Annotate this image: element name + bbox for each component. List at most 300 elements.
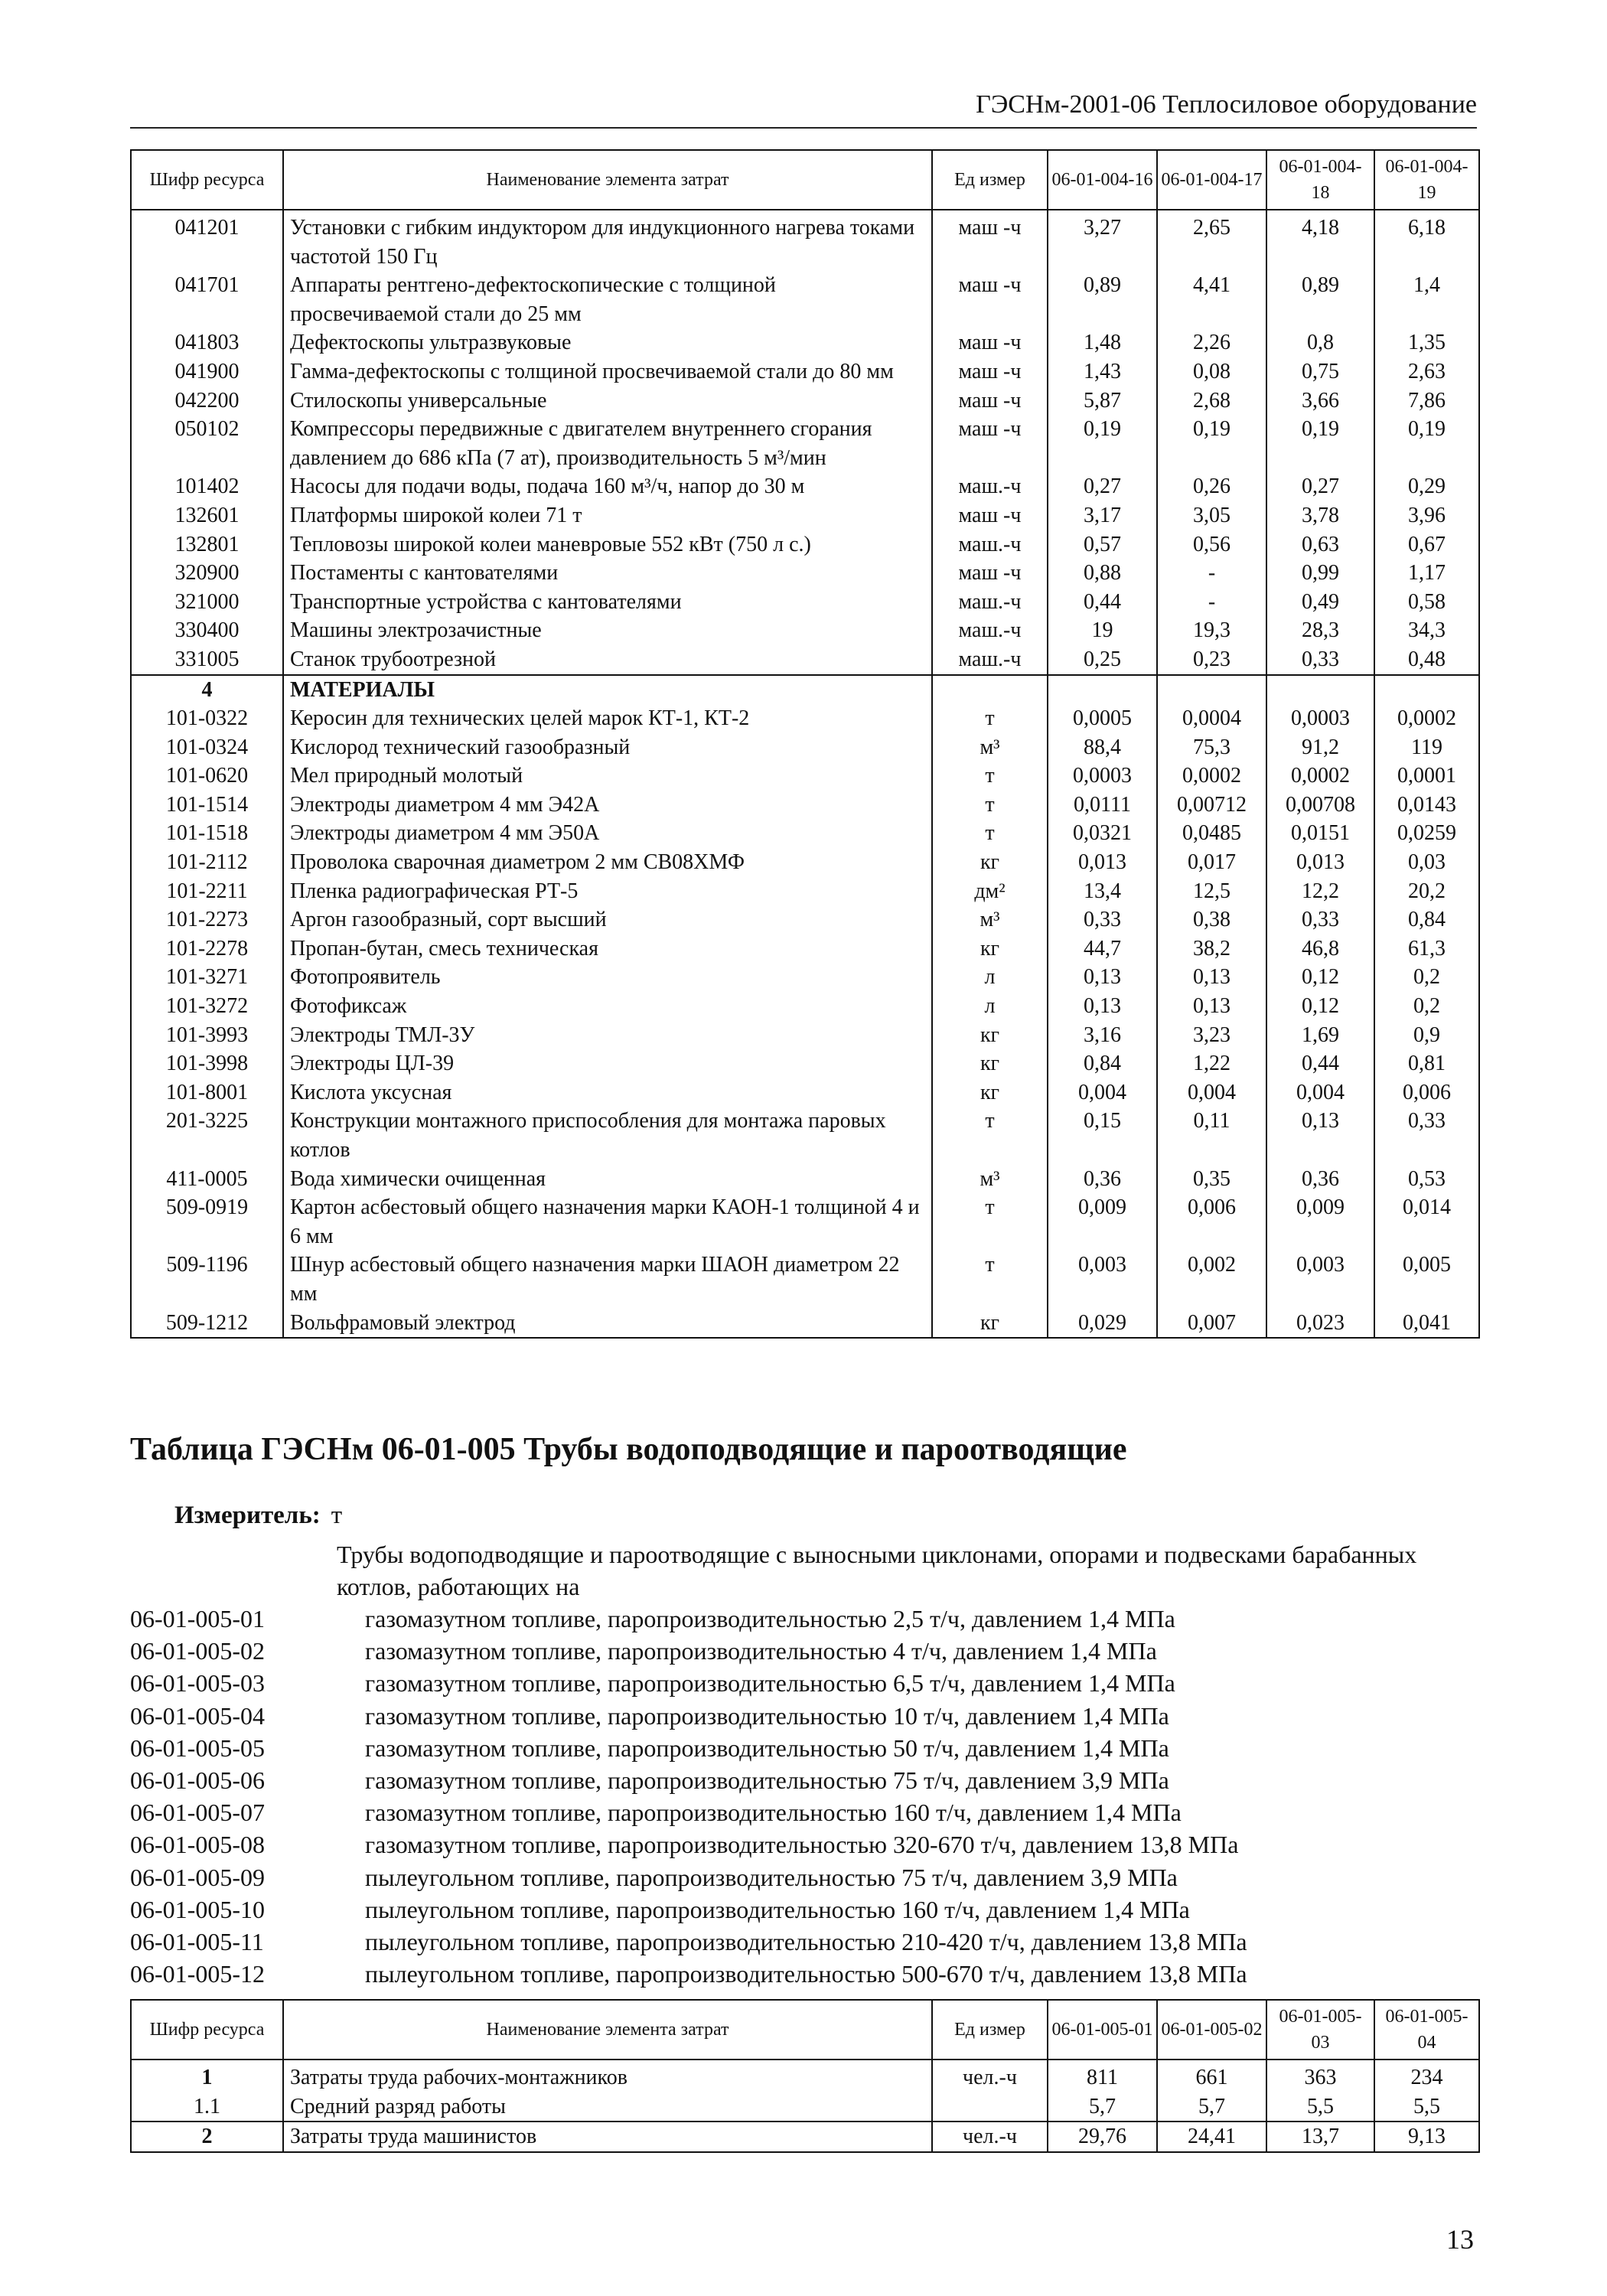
unit: маш -ч [932, 501, 1048, 530]
unit: маш -ч [932, 415, 1048, 472]
norm-code: 06-01-005-09 [130, 1863, 265, 1891]
value-cell: 20,2 [1374, 877, 1479, 906]
resource-code: 101-8001 [131, 1078, 283, 1107]
norm-description: газомазутном топливе, паропроизводительностью 6,5 т/ч, давлением 1,4 МПа [365, 1669, 1175, 1698]
unit: маш -ч [932, 328, 1048, 357]
unit: маш -ч [932, 210, 1048, 271]
unit: т [932, 704, 1048, 733]
table-row [131, 1078, 1479, 1107]
value-cell: 0,00708 [1266, 791, 1374, 820]
resource-name: Транспортные устройства с кантователями [283, 588, 932, 617]
value-cell: 0,75 [1266, 357, 1374, 386]
unit: кг [932, 848, 1048, 877]
value-cell: 12,5 [1157, 877, 1266, 906]
value-cell: 1,17 [1374, 559, 1479, 588]
unit: маш -ч [932, 271, 1048, 328]
table-row [131, 2122, 1479, 2152]
resource-name: Электроды ТМЛ-3У [283, 1021, 932, 1050]
value-cell [1157, 675, 1266, 705]
norm-code: 06-01-005-03 [130, 1669, 265, 1698]
value-cell: 0,33 [1266, 645, 1374, 675]
value-cell: 0,84 [1374, 905, 1479, 934]
unit: маш -ч [932, 559, 1048, 588]
resource-code: 509-1212 [131, 1309, 283, 1339]
resource-code: 041201 [131, 210, 283, 271]
resource-code: 101-3993 [131, 1021, 283, 1050]
value-cell: 0,03 [1374, 848, 1479, 877]
value-cell: 0,009 [1266, 1193, 1374, 1251]
unit: л [932, 963, 1048, 992]
value-cell: 0,19 [1266, 415, 1374, 472]
norm-code: 06-01-005-01 [130, 1605, 265, 1632]
value-cell: 7,86 [1374, 386, 1479, 416]
table-row [131, 415, 1479, 472]
resource-name: Тепловозы широкой колеи маневровые 552 кВт (750 л с.) [283, 530, 932, 559]
resource-code: 1.1 [131, 2092, 283, 2122]
value-cell: 19,3 [1157, 616, 1266, 645]
header-name: Наименование элемента затрат [283, 150, 932, 210]
norm-code: 06-01-005-07 [130, 1799, 265, 1827]
table-row [131, 1309, 1479, 1339]
resource-code: 041900 [131, 357, 283, 386]
value-cell: 0,23 [1157, 645, 1266, 675]
unit: м³ [932, 905, 1048, 934]
value-cell: 91,2 [1266, 733, 1374, 762]
resource-name: Компрессоры передвижные с двигателем внутреннего сгорания давлением до 686 кПа (7 ат), производительность 5 м³/мин [283, 415, 932, 472]
value-cell: 0,35 [1157, 1165, 1266, 1194]
resource-name: Средний разряд работы [283, 2092, 932, 2122]
value-cell: 0,0003 [1048, 762, 1157, 791]
value-cell: 0,029 [1048, 1309, 1157, 1339]
resource-code: 320900 [131, 559, 283, 588]
value-cell [1048, 675, 1157, 705]
resource-code: 041803 [131, 328, 283, 357]
unit: т [932, 1107, 1048, 1164]
resource-code: 101-0322 [131, 704, 283, 733]
value-cell: 0,89 [1048, 271, 1157, 328]
unit: т [932, 791, 1048, 820]
header-col: 06-01-004-16 [1048, 150, 1157, 210]
unit: т [932, 762, 1048, 791]
table-header-row [131, 2000, 1479, 2060]
norm-code: 06-01-005-11 [130, 1928, 264, 1956]
table-row [131, 704, 1479, 733]
resource-code: 101-0324 [131, 733, 283, 762]
norm-description: пылеугольном топливе, паропроизводительностью 210-420 т/ч, давлением 13,8 МПа [365, 1928, 1247, 1956]
norm-code: 06-01-005-06 [130, 1766, 265, 1795]
unit: кг [932, 1078, 1048, 1107]
value-cell: 0,56 [1157, 530, 1266, 559]
value-cell: 75,3 [1157, 733, 1266, 762]
resource-code: 042200 [131, 386, 283, 416]
value-cell: 0,12 [1266, 992, 1374, 1021]
value-cell: 0,0002 [1374, 704, 1479, 733]
value-cell: 0,023 [1266, 1309, 1374, 1339]
value-cell: 0,0111 [1048, 791, 1157, 820]
table-row [131, 501, 1479, 530]
resource-name: Установки с гибким индуктором для индукционного нагрева токами частотой 150 Гц [283, 210, 932, 271]
value-cell: 0,19 [1374, 415, 1479, 472]
value-cell: 0,003 [1266, 1251, 1374, 1308]
header-code: Шифр ресурса [131, 2000, 283, 2060]
value-cell: 1,22 [1157, 1049, 1266, 1078]
value-cell: 0,004 [1048, 1078, 1157, 1107]
unit: маш -ч [932, 386, 1048, 416]
norm-description: пылеугольном топливе, паропроизводительностью 500-670 т/ч, давлением 13,8 МПа [365, 1960, 1247, 1988]
value-cell: 1,4 [1374, 271, 1479, 328]
resource-code: 1 [131, 2060, 283, 2092]
value-cell: 28,3 [1266, 616, 1374, 645]
value-cell: 0,99 [1266, 559, 1374, 588]
value-cell: - [1157, 559, 1266, 588]
norm-code-list [130, 1603, 1247, 1990]
resource-name: Фотофиксаж [283, 992, 932, 1021]
table-row [131, 1049, 1479, 1078]
value-cell: 46,8 [1266, 934, 1374, 964]
measure-label: Измеритель: [174, 1502, 321, 1529]
value-cell: 0,0002 [1266, 762, 1374, 791]
value-cell: 2,26 [1157, 328, 1266, 357]
table-row [131, 645, 1479, 675]
value-cell: 2,63 [1374, 357, 1479, 386]
norm-item [130, 1667, 1247, 1699]
table-row [131, 791, 1479, 820]
norm-description: газомазутном топливе, паропроизводительностью 160 т/ч, давлением 1,4 МПа [365, 1799, 1182, 1827]
resource-name: Электроды ЦЛ-39 [283, 1049, 932, 1078]
value-cell: 13,4 [1048, 877, 1157, 906]
value-cell: 0,003 [1048, 1251, 1157, 1308]
norm-item [130, 1861, 1247, 1893]
value-cell: - [1157, 588, 1266, 617]
value-cell: 24,41 [1157, 2122, 1266, 2152]
value-cell: 0,88 [1048, 559, 1157, 588]
value-cell: 12,2 [1266, 877, 1374, 906]
value-cell: 38,2 [1157, 934, 1266, 964]
value-cell: 0,89 [1266, 271, 1374, 328]
table-row [131, 848, 1479, 877]
unit: т [932, 1193, 1048, 1251]
table-row [131, 733, 1479, 762]
value-cell: 1,69 [1266, 1021, 1374, 1050]
resource-name: Платформы широкой колеи 71 т [283, 501, 932, 530]
value-cell: 811 [1048, 2060, 1157, 2092]
value-cell: 0,12 [1266, 963, 1374, 992]
norm-description: пылеугольном топливе, паропроизводительностью 75 т/ч, давлением 3,9 МПа [365, 1863, 1178, 1891]
table-row [131, 2060, 1479, 2092]
value-cell: 0,11 [1157, 1107, 1266, 1164]
value-cell: 5,5 [1374, 2092, 1479, 2122]
value-cell: 0,38 [1157, 905, 1266, 934]
resource-name: Гамма-дефектоскопы с толщиной просвечиваемой стали до 80 мм [283, 357, 932, 386]
resource-name: Постаменты с кантователями [283, 559, 932, 588]
value-cell: 0,36 [1048, 1165, 1157, 1194]
resource-code: 101-1518 [131, 819, 283, 848]
value-cell: 3,16 [1048, 1021, 1157, 1050]
unit: м³ [932, 1165, 1048, 1194]
value-cell: 0,004 [1157, 1078, 1266, 1107]
value-cell: 2,68 [1157, 386, 1266, 416]
norm-description: газомазутном топливе, паропроизводительностью 50 т/ч, давлением 1,4 МПа [365, 1733, 1169, 1762]
norm-item [130, 1732, 1247, 1764]
value-cell: 0,08 [1157, 357, 1266, 386]
value-cell: 0,29 [1374, 472, 1479, 501]
unit: чел.-ч [932, 2060, 1048, 2092]
header-col: 06-01-005-01 [1048, 2000, 1157, 2060]
norm-code: 06-01-005-02 [130, 1637, 265, 1665]
value-cell: 363 [1266, 2060, 1374, 2092]
table-row [131, 1165, 1479, 1194]
resource-name: Машины электрозачистные [283, 616, 932, 645]
resource-code: 050102 [131, 415, 283, 472]
value-cell: 4,41 [1157, 271, 1266, 328]
value-cell: 0,15 [1048, 1107, 1157, 1164]
value-cell: 0,33 [1048, 905, 1157, 934]
value-cell: 3,23 [1157, 1021, 1266, 1050]
unit: т [932, 819, 1048, 848]
unit: м³ [932, 733, 1048, 762]
measure-value: т [331, 1502, 343, 1529]
resource-name: Аппараты рентгено-дефектоскопические с толщиной просвечиваемой стали до 25 мм [283, 271, 932, 328]
value-cell: 0,005 [1374, 1251, 1479, 1308]
resource-code: 101-2273 [131, 905, 283, 934]
norm-code: 06-01-005-05 [130, 1733, 265, 1762]
header-col: 06-01-005-04 [1374, 2000, 1479, 2060]
norm-code: 06-01-005-08 [130, 1831, 265, 1859]
value-cell: 0,0003 [1266, 704, 1374, 733]
unit: маш.-ч [932, 472, 1048, 501]
unit: кг [932, 934, 1048, 964]
resource-name: Мел природный молотый [283, 762, 932, 791]
resource-name: Затраты труда рабочих-монтажников [283, 2060, 932, 2092]
unit: кг [932, 1021, 1048, 1050]
unit: маш.-ч [932, 530, 1048, 559]
value-cell: 0,2 [1374, 963, 1479, 992]
norm-item [130, 1700, 1247, 1732]
value-cell: 0,002 [1157, 1251, 1266, 1308]
value-cell: 0,57 [1048, 530, 1157, 559]
value-cell: 3,78 [1266, 501, 1374, 530]
table-row [131, 2092, 1479, 2122]
value-cell: 0,19 [1157, 415, 1266, 472]
value-cell: 234 [1374, 2060, 1479, 2092]
resource-name: Дефектоскопы ультразвуковые [283, 328, 932, 357]
section-description: Трубы водоподводящие и пароотводящие с выносными циклонами, опорами и подвесками барабанных котлов, работающих на [337, 1541, 1417, 1600]
resource-name: Электроды диаметром 4 мм Э50А [283, 819, 932, 848]
resource-code: 101-0620 [131, 762, 283, 791]
value-cell: 0,13 [1157, 963, 1266, 992]
unit: маш.-ч [932, 588, 1048, 617]
table-row [131, 1107, 1479, 1164]
value-cell: 0,2 [1374, 992, 1479, 1021]
value-cell: 0,13 [1157, 992, 1266, 1021]
table-header-row [131, 150, 1479, 210]
norm-item [130, 1893, 1247, 1926]
resource-code: 101-3998 [131, 1049, 283, 1078]
value-cell: 0,041 [1374, 1309, 1479, 1339]
resource-code: 321000 [131, 588, 283, 617]
norm-item [130, 1828, 1247, 1861]
resource-name: Керосин для технических целей марок КТ-1, КТ-2 [283, 704, 932, 733]
resource-name: Пленка радиографическая РТ-5 [283, 877, 932, 906]
header-unit: Ед измер [932, 2000, 1048, 2060]
resource-name: Затраты труда машинистов [283, 2122, 932, 2152]
value-cell: 1,35 [1374, 328, 1479, 357]
resource-name: Вода химически очищенная [283, 1165, 932, 1194]
table-row [131, 819, 1479, 848]
measure [174, 1502, 342, 1530]
resource-code: 331005 [131, 645, 283, 675]
header-col: 06-01-005-02 [1157, 2000, 1266, 2060]
unit: чел.-ч [932, 2122, 1048, 2152]
value-cell: 0,13 [1048, 992, 1157, 1021]
table-row [131, 328, 1479, 357]
table-row [131, 386, 1479, 416]
resource-code: 4 [131, 675, 283, 705]
resource-name: Картон асбестовый общего назначения марки КАОН-1 толщиной 4 и 6 мм [283, 1193, 932, 1251]
value-cell: 61,3 [1374, 934, 1479, 964]
value-cell: 13,7 [1266, 2122, 1374, 2152]
value-cell: 3,05 [1157, 501, 1266, 530]
value-cell: 0,8 [1266, 328, 1374, 357]
resource-name: Электроды диаметром 4 мм Э42А [283, 791, 932, 820]
table-row [131, 472, 1479, 501]
value-cell: 0,0002 [1157, 762, 1266, 791]
table-row [131, 905, 1479, 934]
norm-code: 06-01-005-04 [130, 1701, 265, 1730]
resource-name: Пропан-бутан, смесь техническая [283, 934, 932, 964]
norm-description: газомазутном топливе, паропроизводительностью 75 т/ч, давлением 3,9 МПа [365, 1766, 1169, 1795]
value-cell: 0,013 [1048, 848, 1157, 877]
resource-name: Станок трубоотрезной [283, 645, 932, 675]
resource-code: 101-3271 [131, 963, 283, 992]
value-cell: 0,0143 [1374, 791, 1479, 820]
value-cell: 6,18 [1374, 210, 1479, 271]
table-row [131, 1193, 1479, 1251]
value-cell: 0,0004 [1157, 704, 1266, 733]
unit: т [932, 1251, 1048, 1308]
value-cell: 0,0151 [1266, 819, 1374, 848]
unit [932, 675, 1048, 705]
value-cell: 0,81 [1374, 1049, 1479, 1078]
value-cell: 9,13 [1374, 2122, 1479, 2152]
value-cell: 0,27 [1048, 472, 1157, 501]
value-cell: 0,017 [1157, 848, 1266, 877]
norm-item [130, 1603, 1247, 1635]
value-cell: 0,0001 [1374, 762, 1479, 791]
value-cell: 44,7 [1048, 934, 1157, 964]
value-cell: 5,5 [1266, 2092, 1374, 2122]
norm-item [130, 1635, 1247, 1667]
norm-item [130, 1796, 1247, 1828]
value-cell: 0,9 [1374, 1021, 1479, 1050]
value-cell: 0,27 [1266, 472, 1374, 501]
table-row [131, 1021, 1479, 1050]
value-cell: 0,00712 [1157, 791, 1266, 820]
value-cell: 88,4 [1048, 733, 1157, 762]
section-title: Таблица ГЭСНм 06-01-005 Трубы водоподводящие и пароотводящие [130, 1432, 1127, 1467]
resource-code: 330400 [131, 616, 283, 645]
value-cell: 0,33 [1374, 1107, 1479, 1164]
value-cell: 0,004 [1266, 1078, 1374, 1107]
value-cell: 3,17 [1048, 501, 1157, 530]
header-divider [130, 127, 1477, 129]
table-row [131, 963, 1479, 992]
norm-description: пылеугольном топливе, паропроизводительностью 160 т/ч, давлением 1,4 МПа [365, 1895, 1190, 1923]
table-row [131, 762, 1479, 791]
value-cell: 0,009 [1048, 1193, 1157, 1251]
norm-code: 06-01-005-10 [130, 1895, 265, 1923]
value-cell: 5,7 [1048, 2092, 1157, 2122]
norm-description: газомазутном топливе, паропроизводительностью 4 т/ч, давлением 1,4 МПа [365, 1637, 1157, 1665]
header-name: Наименование элемента затрат [283, 2000, 932, 2060]
header-col: 06-01-004-17 [1157, 150, 1266, 210]
value-cell: 661 [1157, 2060, 1266, 2092]
table-row [131, 992, 1479, 1021]
resource-name: Конструкции монтажного приспособления для монтажа паровых котлов [283, 1107, 932, 1164]
norm-description: газомазутном топливе, паропроизводительностью 320-670 т/ч, давлением 13,8 МПа [365, 1831, 1239, 1859]
value-cell: 0,006 [1157, 1193, 1266, 1251]
table-row [131, 530, 1479, 559]
resource-code: 509-0919 [131, 1193, 283, 1251]
resource-code: 101402 [131, 472, 283, 501]
value-cell: 0,0005 [1048, 704, 1157, 733]
resource-name: Стилоскопы универсальные [283, 386, 932, 416]
value-cell [1266, 675, 1374, 705]
resource-name: Фотопроявитель [283, 963, 932, 992]
resource-name: Проволока сварочная диаметром 2 мм СВ08ХМФ [283, 848, 932, 877]
norm-item [130, 1764, 1247, 1796]
norm-item [130, 1926, 1247, 1958]
table-row [131, 616, 1479, 645]
resource-code: 132801 [131, 530, 283, 559]
value-cell: 0,26 [1157, 472, 1266, 501]
value-cell: 0,84 [1048, 1049, 1157, 1078]
running-header: ГЭСНм-2001-06 Теплосиловое оборудование [976, 90, 1477, 119]
value-cell: 0,63 [1266, 530, 1374, 559]
value-cell: 5,87 [1048, 386, 1157, 416]
value-cell: 34,3 [1374, 616, 1479, 645]
value-cell: 0,44 [1048, 588, 1157, 617]
value-cell: 5,7 [1157, 2092, 1266, 2122]
value-cell: 0,13 [1048, 963, 1157, 992]
value-cell: 3,66 [1266, 386, 1374, 416]
value-cell: 0,49 [1266, 588, 1374, 617]
unit: кг [932, 1309, 1048, 1339]
value-cell: 0,0259 [1374, 819, 1479, 848]
resource-name: Кислота уксусная [283, 1078, 932, 1107]
resource-name: Кислород технический газообразный [283, 733, 932, 762]
table-row [131, 1251, 1479, 1308]
value-cell: 0,0321 [1048, 819, 1157, 848]
table-row [131, 210, 1479, 271]
table-row [131, 271, 1479, 328]
value-cell: 3,27 [1048, 210, 1157, 271]
header-code: Шифр ресурса [131, 150, 283, 210]
table-row [131, 877, 1479, 906]
resource-name: Шнур асбестовый общего назначения марки ШАОН диаметром 22 мм [283, 1251, 932, 1308]
value-cell: 0,013 [1266, 848, 1374, 877]
unit: маш -ч [932, 357, 1048, 386]
table-row [131, 588, 1479, 617]
table-row [131, 357, 1479, 386]
value-cell: 1,48 [1048, 328, 1157, 357]
resource-table-004 [130, 149, 1480, 1339]
value-cell: 3,96 [1374, 501, 1479, 530]
value-cell: 29,76 [1048, 2122, 1157, 2152]
norm-description: газомазутном топливе, паропроизводительностью 10 т/ч, давлением 1,4 МПа [365, 1701, 1169, 1730]
header-col: 06-01-005-03 [1266, 2000, 1374, 2060]
unit: маш.-ч [932, 616, 1048, 645]
